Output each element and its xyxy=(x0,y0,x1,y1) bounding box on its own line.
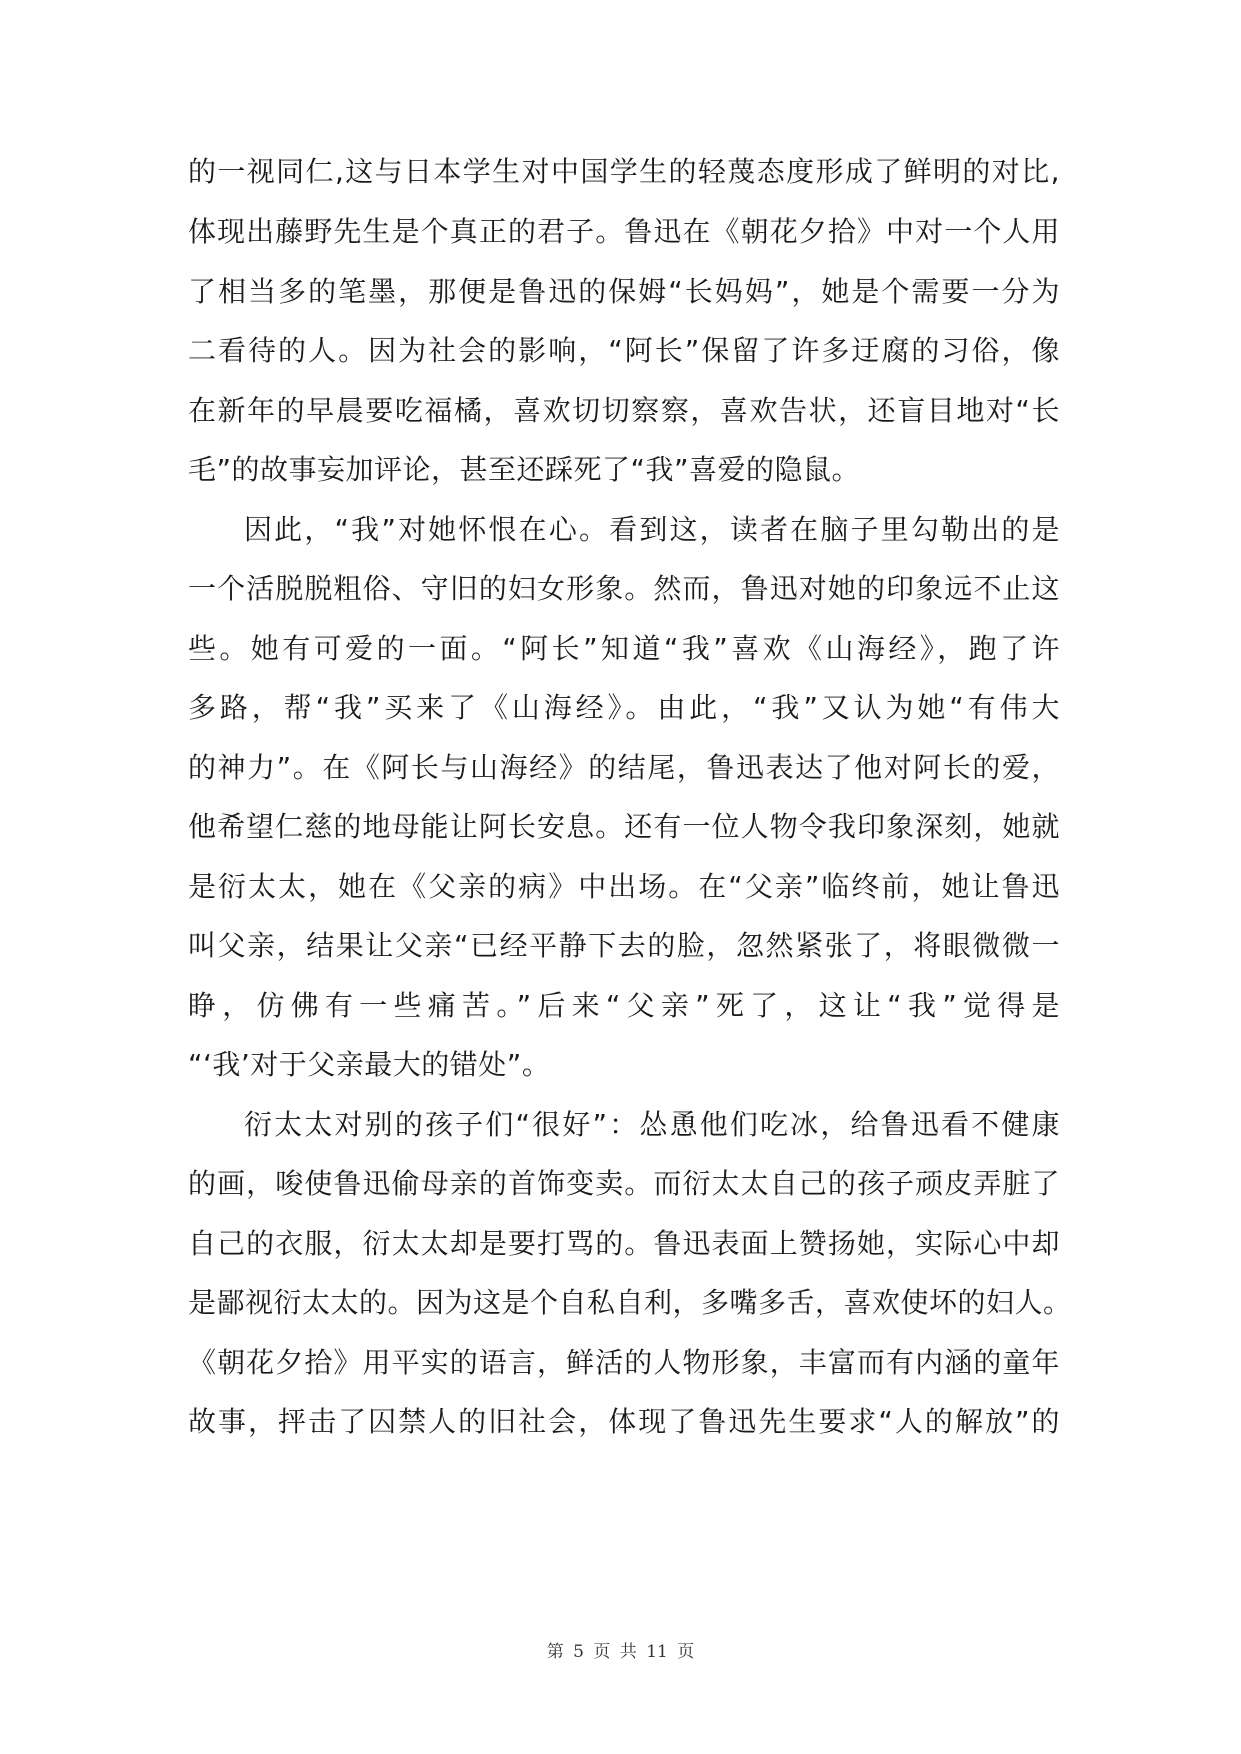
page-number-footer: 第 5 页 共 11 页 xyxy=(546,1642,695,1662)
text-line: 了相当多的笔墨，那便是鲁迅的保姆“长妈妈”，她是个需要一分为 xyxy=(188,275,1060,308)
text-line: 毛”的故事妄加评论，甚至还踩死了“我”喜爱的隐鼠。 xyxy=(188,453,861,486)
text-line: 多路，帮“我”买来了《山海经》。由此，“我”又认为她“有伟大 xyxy=(188,691,1060,724)
text-line: 衍太太对别的孩子们“很好”：怂恿他们吃冰，给鲁迅看不健康 xyxy=(244,1108,1060,1141)
text-line: 自己的衣服，衍太太却是要打骂的。鲁迅表面上赞扬她，实际心中却 xyxy=(188,1227,1060,1260)
text-line: 一个活脱脱粗俗、守旧的妇女形象。然而，鲁迅对她的印象远不止这 xyxy=(188,572,1060,605)
text-line: 睁，仿佛有一些痛苦。”后来“父亲”死了，这让“我”觉得是 xyxy=(188,989,1060,1022)
text-line: 叫父亲，结果让父亲“已经平静下去的脸，忽然紧张了，将眼微微一 xyxy=(188,929,1060,962)
text-line: 是衍太太，她在《父亲的病》中出场。在“父亲”临终前，她让鲁迅 xyxy=(188,870,1060,903)
text-line: “‘我’对于父亲最大的错处”。 xyxy=(188,1048,551,1081)
text-line: 的一视同仁,这与日本学生对中国学生的轻蔑态度形成了鲜明的对比, xyxy=(188,155,1060,188)
text-line: 在新年的早晨要吃福橘，喜欢切切察察，喜欢告状，还盲目地对“长 xyxy=(188,394,1060,427)
text-line: 二看待的人。因为社会的影响，“阿长”保留了许多迂腐的习俗，像 xyxy=(188,334,1060,367)
text-line: 的画，唆使鲁迅偷母亲的首饰变卖。而衍太太自己的孩子顽皮弄脏了 xyxy=(188,1167,1060,1200)
text-line: 的神力”。在《阿长与山海经》的结尾，鲁迅表达了他对阿长的爱， xyxy=(188,751,1060,784)
text-line: 《朝花夕拾》用平实的语言，鲜活的人物形象，丰富而有内涵的童年 xyxy=(188,1346,1060,1379)
text-line: 体现出藤野先生是个真正的君子。鲁迅在《朝花夕拾》中对一个人用 xyxy=(188,215,1060,248)
text-line: 他希望仁慈的地母能让阿长安息。还有一位人物令我印象深刻，她就 xyxy=(188,810,1060,843)
text-line: 些。她有可爱的一面。“阿长”知道“我”喜欢《山海经》，跑了许 xyxy=(188,632,1060,665)
text-line: 是鄙视衍太太的。因为这是个自私自利，多嘴多舌，喜欢使坏的妇人。 xyxy=(188,1286,1072,1319)
text-line: 因此，“我”对她怀恨在心。看到这，读者在脑子里勾勒出的是 xyxy=(244,513,1060,546)
text-line: 故事，抨击了囚禁人的旧社会，体现了鲁迅先生要求“人的解放”的 xyxy=(188,1405,1060,1438)
